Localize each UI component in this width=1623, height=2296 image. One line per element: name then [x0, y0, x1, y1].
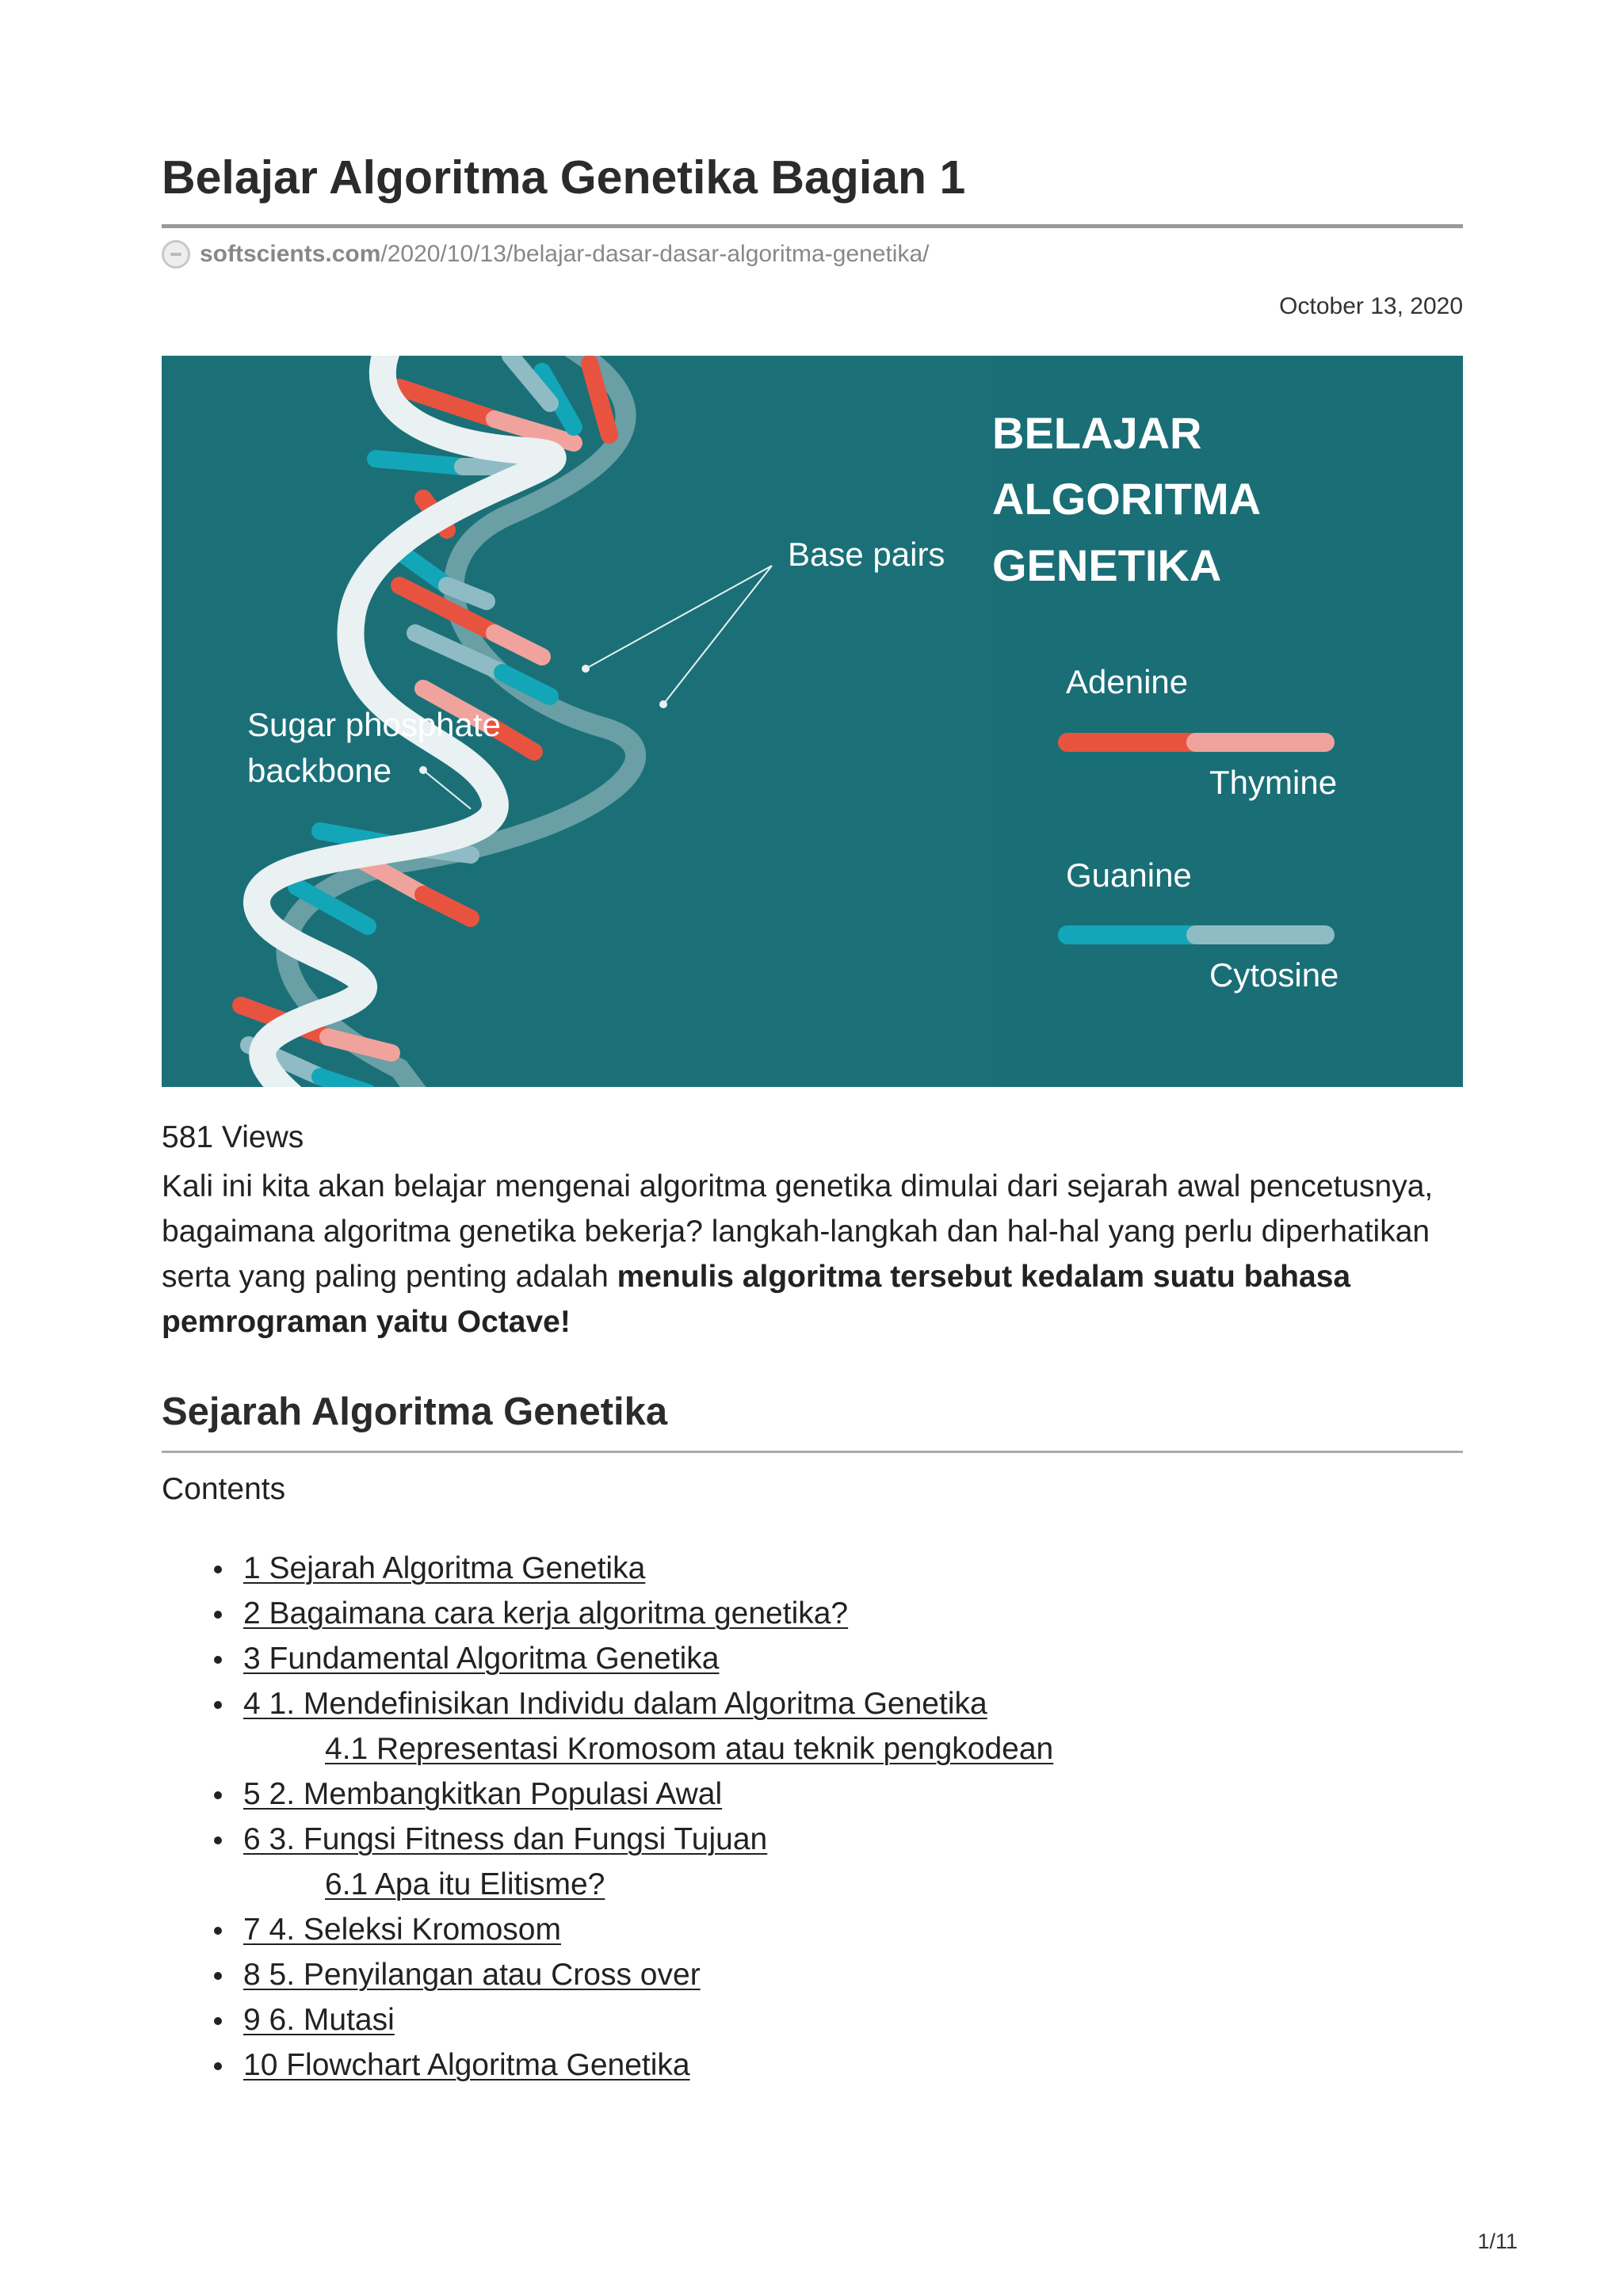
toc-subitem [162, 1862, 1053, 1907]
site-favicon-icon [162, 240, 190, 269]
toc-link-9[interactable]: 9 6. Mutasi [243, 2003, 395, 2037]
intro-text: Kali ini kita akan belajar mengenai algoritma genetika dimulai dari sejarah awal pencetusnya, bagaimana algoritma genetika bekerja? langkah-langkah dan hal-hal yang perlu diperhatikan serta yang paling penting adalah [162, 1169, 1434, 1294]
intro-paragraph [162, 1164, 1463, 1344]
toc-item [162, 1681, 1053, 1726]
label-backbone-line1: Sugar phosphate [247, 706, 501, 743]
source-url[interactable] [162, 240, 929, 269]
toc-item [162, 1907, 1053, 1952]
toc-item [162, 1636, 1053, 1681]
toc-link-6-1[interactable]: 6.1 Apa itu Elitisme? [325, 1867, 605, 1901]
toc-link-4-1[interactable]: 4.1 Representasi Kromosom atau teknik pengkodean [325, 1732, 1054, 1766]
toc-link-7[interactable]: 7 4. Seleksi Kromosom [243, 1913, 561, 1947]
section-divider [162, 1451, 1463, 1453]
url-path: /2020/10/13/belajar-dasar-dasar-algoritma-genetika/ [380, 241, 930, 267]
intro-bold-text: menulis algoritma tersebut kedalam suatu bahasa pemrograman yaitu Octave! [162, 1260, 1351, 1339]
toc-item [162, 1546, 1053, 1591]
toc-item [162, 2042, 1053, 2088]
toc-label: Contents [162, 1472, 286, 1506]
legend-thymine: Thymine [1209, 764, 1338, 801]
article-title: Belajar Algoritma Genetika Bagian 1 [162, 151, 966, 204]
title-divider [162, 224, 1463, 228]
table-of-contents [162, 1546, 1053, 2088]
legend-guanine: Guanine [1066, 856, 1192, 894]
hero-heading-line2: ALGORITMA [992, 474, 1262, 524]
dna-helix-graphic [162, 356, 1463, 1087]
toc-link-4[interactable]: 4 1. Mendefinisikan Individu dalam Algoritma Genetika [243, 1687, 987, 1721]
toc-link-8[interactable]: 8 5. Penyilangan atau Cross over [243, 1958, 701, 1992]
toc-link-10[interactable]: 10 Flowchart Algoritma Genetika [243, 2048, 690, 2082]
section-heading: Sejarah Algoritma Genetika [162, 1390, 668, 1433]
toc-item [162, 1772, 1053, 1817]
toc-subitem [162, 1726, 1053, 1772]
hero-heading-line3: GENETIKA [992, 540, 1222, 590]
view-count: 581 Views [162, 1120, 304, 1154]
toc-item [162, 1952, 1053, 1997]
toc-link-2[interactable]: 2 Bagaimana cara kerja algoritma genetika? [243, 1596, 849, 1630]
toc-link-1[interactable]: 1 Sejarah Algoritma Genetika [243, 1551, 646, 1585]
legend-cytosine: Cytosine [1209, 956, 1339, 994]
url-domain: softscients.com [200, 241, 381, 267]
hero-dna-illustration [162, 356, 1463, 1087]
label-backbone-line2: backbone [247, 752, 392, 789]
label-base-pairs: Base pairs [788, 536, 945, 573]
legend-adenine: Adenine [1066, 663, 1189, 700]
toc-link-5[interactable]: 5 2. Membangkitkan Populasi Awal [243, 1777, 723, 1811]
toc-link-6[interactable]: 6 3. Fungsi Fitness dan Fungsi Tujuan [243, 1822, 768, 1856]
toc-link-3[interactable]: 3 Fundamental Algoritma Genetika [243, 1642, 720, 1676]
toc-item [162, 1817, 1053, 1862]
page-number: 1/11 [1477, 2229, 1518, 2253]
hero-heading-line1: BELAJAR [992, 408, 1202, 458]
toc-item [162, 1997, 1053, 2042]
toc-item [162, 1591, 1053, 1636]
publish-date: October 13, 2020 [1279, 293, 1463, 319]
